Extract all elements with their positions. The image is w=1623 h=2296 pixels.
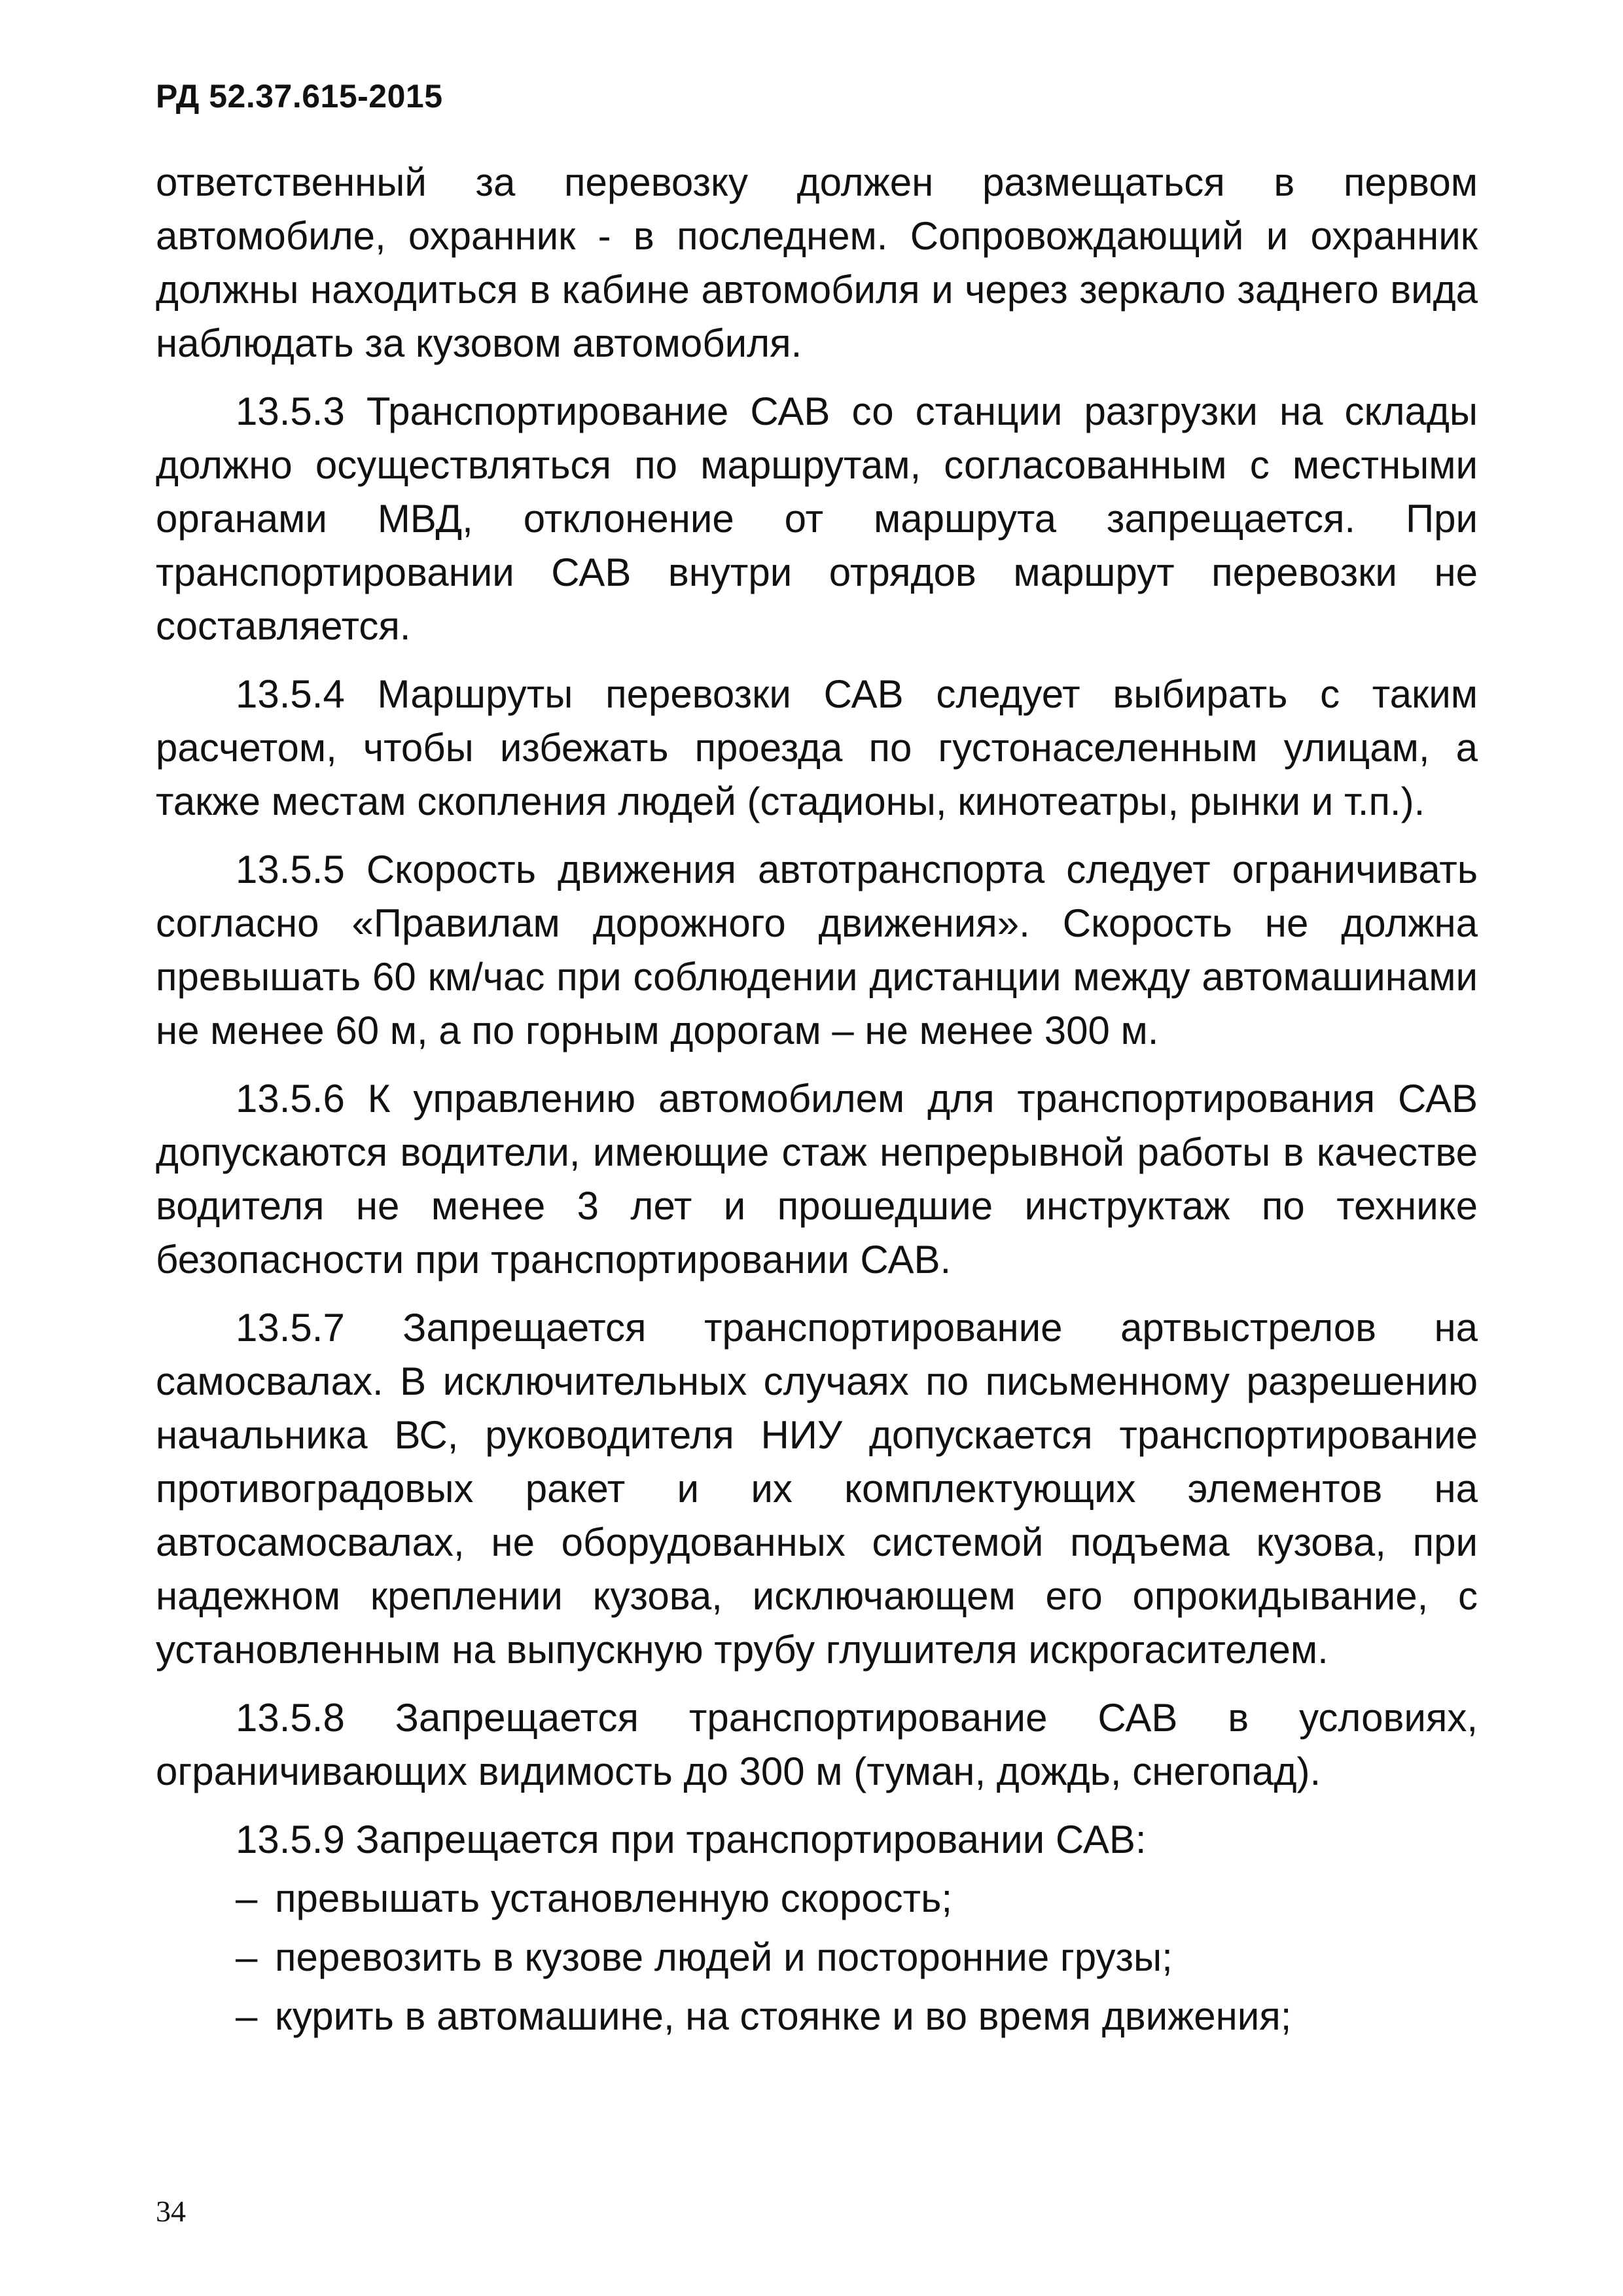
paragraph-13-5-5: 13.5.5 Скорость движения автотранспорта следует ограничивать согласно «Правилам дорожного движения». Скорость не должна превышать 60 км/час при соблюдении дистанции между автомашинами не менее 60 м, а по горным дорогам – не менее 300 м. — [156, 848, 1478, 1052]
list-item-text: курить в автомашине, на стоянке и во время движения; — [275, 1994, 1292, 2038]
paragraph-13-5-4: 13.5.4 Маршруты перевозки САВ следует выбирать с таким расчетом, чтобы избежать проезда по густонаселенным улицам, а также местам скопления людей (стадионы, кинотеатры, рынки и т.п.). — [156, 672, 1478, 823]
list-dash: – — [236, 1994, 258, 2038]
list-item-text: превышать установленную скорость; — [275, 1876, 953, 1920]
paragraph-13-5-7: 13.5.7 Запрещается транспортирование артвыстрелов на самосвалах. В исключительных случаях по письменному разрешению начальника ВС, руководителя НИУ допускается транспортирование противоградовых ракет и их комплектующих элементов на автосамосвалах, не оборудованных системой подъема кузова, при надежном креплении кузова, исключающем его опрокидывание, с установленным на выпускную трубу глушителя искрогасителем. — [156, 1306, 1478, 1672]
document-code: РД 52.37.615-2015 — [156, 78, 443, 115]
list-dash: – — [236, 1935, 258, 1979]
page-number: 34 — [156, 2195, 186, 2228]
paragraph-13-5-6: 13.5.6 К управлению автомобилем для транспортирования САВ допускаются водители, имеющие стаж непрерывной работы в качестве водителя не менее 3 лет и прошедшие инструктаж по технике безопасности при транспортировании САВ. — [156, 1077, 1478, 1282]
list-item — [156, 1931, 1478, 1984]
paragraph-continuation: ответственный за перевозку должен размещаться в первом автомобиле, охранник - в последнем. Сопровождающий и охранник должны находиться в кабине автомобиля и через зеркало заднего вида наблюдать за кузовом автомобиля. — [156, 160, 1478, 365]
paragraph-13-5-9: 13.5.9 Запрещается при транспортировании САВ: — [236, 1818, 1147, 1861]
list-item-text: перевозить в кузове людей и посторонние грузы; — [275, 1935, 1173, 1979]
page-body — [156, 156, 1478, 2049]
list-item — [156, 1872, 1478, 1926]
paragraph-13-5-8: 13.5.8 Запрещается транспортирование САВ в условиях, ограничивающих видимость до 300 м (туман, дождь, снегопад). — [156, 1696, 1478, 1793]
list-item — [156, 1990, 1478, 2043]
prohibitions-list — [156, 1872, 1478, 2043]
paragraph-13-5-3: 13.5.3 Транспортирование САВ со станции разгрузки на склады должно осуществляться по маршрутам, согласованным с местными органами МВД, отклонение от маршрута запрещается. При транспортировании САВ внутри отрядов маршрут перевозки не составляется. — [156, 389, 1478, 648]
list-dash: – — [236, 1876, 258, 1920]
